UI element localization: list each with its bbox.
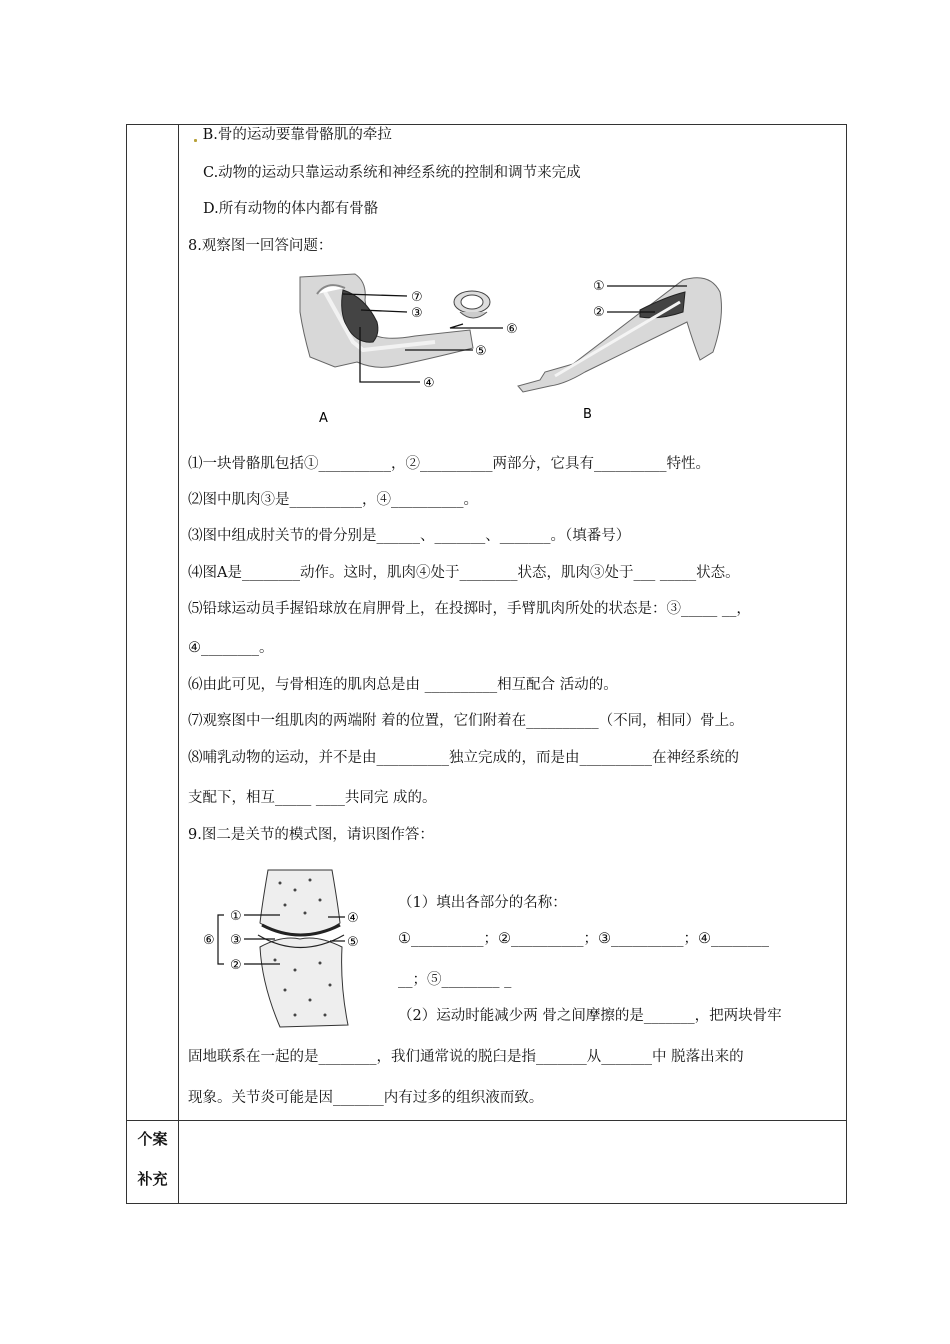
q9-title: 9.图二是关节的模式图，请识图作答： [188, 827, 434, 843]
q8-part-8a: ⑻哺乳动物的运动，并不是由__________独立完成的，而是由__________在神经系统的 [188, 750, 739, 766]
q9-part-1-blanks: ①__________；②__________；③__________；④________ [398, 931, 769, 947]
q8-part-8b: 支配下，相互_____ ____共同完 成的。 [188, 790, 437, 806]
mark-7: ⑦ [411, 290, 423, 305]
q9-part-2c: 现象。关节炎可能是因_______内有过多的组织液而致。 [188, 1090, 544, 1106]
mark-5: ⑤ [475, 344, 487, 359]
mark-4: ④ [423, 376, 435, 391]
mark-3: ③ [411, 306, 423, 321]
column-divider [178, 125, 179, 1203]
side-label-case: 个案 [137, 1130, 168, 1148]
q8-part-2: ⑵图中肌肉③是__________，④__________。 [188, 492, 478, 508]
joint-mark-1: ① [230, 909, 242, 924]
arm-figure-a [295, 272, 535, 427]
mark-2: ② [593, 305, 605, 320]
q8-part-4: ⑷图A是________动作。这时，肌肉④处于________状态，肌肉③处于___ _____状态。 [188, 565, 740, 581]
row-divider [127, 1120, 846, 1121]
q8-title: 8.观察图一回答问题： [188, 238, 333, 254]
fig-b-label: B [583, 407, 592, 422]
mark-1: ① [593, 279, 605, 294]
q8-part-6: ⑹由此可见，与骨相连的肌肉总是由 __________相互配合 活动的。 [188, 677, 618, 693]
q8-part-3: ⑶图中组成肘关节的骨分别是______、_______、_______。（填番号） [188, 528, 631, 544]
q9-part-1-blanks-cont: __；⑤________ _ [398, 972, 512, 988]
joint-mark-2: ② [230, 958, 242, 973]
joint-mark-5: ⑤ [347, 935, 359, 950]
q8-part-5a: ⑸铅球运动员手握铅球放在肩胛骨上，在投掷时，手臂肌肉所处的状态是：③_____ __， [188, 601, 751, 617]
option-d: D.所有动物的体内都有骨骼 [203, 201, 379, 217]
joint-mark-3: ③ [230, 933, 242, 948]
q8-part-7: ⑺观察图中一组肌肉的两端附 着的位置，它们附着在__________（不同，相同）骨上。 [188, 713, 744, 729]
q9-part-2b: 固地联系在一起的是________，我们通常说的脱臼是指_______从_______中 脱落出来的 [188, 1049, 744, 1065]
mark-6: ⑥ [506, 322, 518, 337]
q8-part-1: ⑴一块骨骼肌包括①__________，②__________两部分，它具有__________特性。 [188, 456, 710, 472]
joint-mark-6: ⑥ [203, 933, 215, 948]
option-c: C.动物的运动只靠运动系统和神经系统的控制和调节来完成 [203, 165, 581, 181]
fig-a-label: A [319, 411, 328, 426]
joint-figure [200, 865, 370, 1030]
q9-part-1: （1）填出各部分的名称： [398, 895, 567, 911]
option-b: B.骨的运动要靠骨骼肌的牵拉 [194, 125, 392, 145]
joint-mark-4: ④ [347, 911, 359, 926]
q8-part-5b: ④________。 [188, 640, 274, 656]
side-label-supplement: 补充 [137, 1170, 168, 1188]
arm-figure-b [515, 272, 730, 422]
q9-part-2a: （2）运动时能减少两 骨之间摩擦的是_______，把两块骨牢 [398, 1008, 782, 1024]
